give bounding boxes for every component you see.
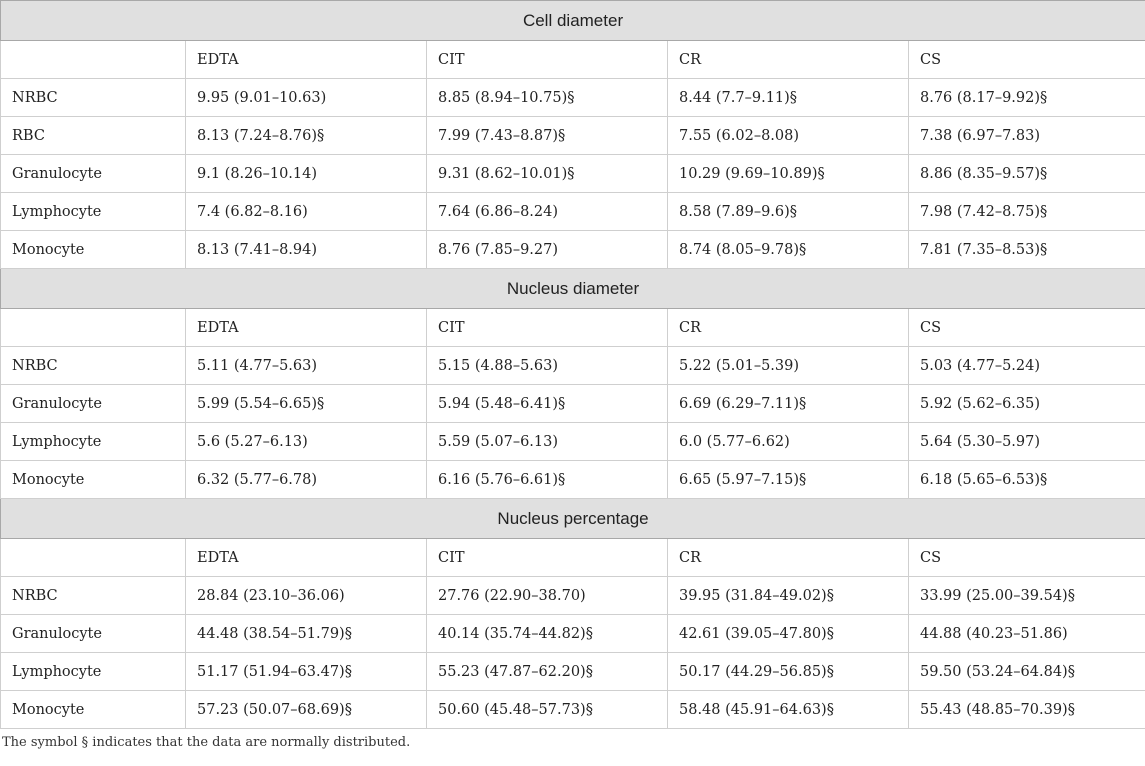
- table-cell: 5.03 (4.77–5.24): [909, 347, 1145, 385]
- column-header: EDTA: [186, 539, 427, 577]
- table-row: [1, 653, 1145, 691]
- row-label: Monocyte: [1, 461, 186, 499]
- table-cell: 6.0 (5.77–6.62): [668, 423, 909, 461]
- table-cell: 7.4 (6.82–8.16): [186, 193, 427, 231]
- table-cell: 42.61 (39.05–47.80)§: [668, 615, 909, 653]
- table-cell: 7.38 (6.97–7.83): [909, 117, 1145, 155]
- section-header: [1, 499, 1145, 539]
- row-label: NRBC: [1, 347, 186, 385]
- table-cell: 8.76 (7.85–9.27): [427, 231, 668, 269]
- table-cell: 5.22 (5.01–5.39): [668, 347, 909, 385]
- column-header: CIT: [427, 539, 668, 577]
- table-cell: 55.43 (48.85–70.39)§: [909, 691, 1145, 729]
- table-cell: 10.29 (9.69–10.89)§: [668, 155, 909, 193]
- section-title: Nucleus diameter: [1, 269, 1145, 309]
- table-cell: 39.95 (31.84–49.02)§: [668, 577, 909, 615]
- row-label: NRBC: [1, 79, 186, 117]
- table-cell: 8.13 (7.41–8.94): [186, 231, 427, 269]
- table-cell: 7.81 (7.35–8.53)§: [909, 231, 1145, 269]
- table-cell: 8.76 (8.17–9.92)§: [909, 79, 1145, 117]
- header-blank-cell: [1, 41, 186, 79]
- table-cell: 44.88 (40.23–51.86): [909, 615, 1145, 653]
- table-row: [1, 691, 1145, 729]
- section-header: [1, 1, 1145, 41]
- column-header: CR: [668, 309, 909, 347]
- table-cell: 28.84 (23.10–36.06): [186, 577, 427, 615]
- table-cell: 6.65 (5.97–7.15)§: [668, 461, 909, 499]
- table-cell: 57.23 (50.07–68.69)§: [186, 691, 427, 729]
- row-label: NRBC: [1, 577, 186, 615]
- table-cell: 8.86 (8.35–9.57)§: [909, 155, 1145, 193]
- column-header: CIT: [427, 309, 668, 347]
- column-header: CR: [668, 539, 909, 577]
- table-cell: 7.99 (7.43–8.87)§: [427, 117, 668, 155]
- table-cell: 7.64 (6.86–8.24): [427, 193, 668, 231]
- footnote: The symbol § indicates that the data are normally distributed.: [2, 735, 411, 750]
- table-cell: 9.31 (8.62–10.01)§: [427, 155, 668, 193]
- table-cell: 7.98 (7.42–8.75)§: [909, 193, 1145, 231]
- table-cell: 6.18 (5.65–6.53)§: [909, 461, 1145, 499]
- section-title: Cell diameter: [1, 1, 1145, 41]
- table-row: [1, 461, 1145, 499]
- table-cell: 58.48 (45.91–64.63)§: [668, 691, 909, 729]
- row-label: RBC: [1, 117, 186, 155]
- table-cell: 33.99 (25.00–39.54)§: [909, 577, 1145, 615]
- table-cell: 50.60 (45.48–57.73)§: [427, 691, 668, 729]
- table-row: [1, 193, 1145, 231]
- column-header-row: [1, 309, 1145, 347]
- table-cell: 59.50 (53.24–64.84)§: [909, 653, 1145, 691]
- table-row: [1, 385, 1145, 423]
- table-cell: 27.76 (22.90–38.70): [427, 577, 668, 615]
- table-cell: 9.1 (8.26–10.14): [186, 155, 427, 193]
- row-label: Monocyte: [1, 231, 186, 269]
- table-cell: 55.23 (47.87–62.20)§: [427, 653, 668, 691]
- table-cell: 5.6 (5.27–6.13): [186, 423, 427, 461]
- column-header: CS: [909, 539, 1145, 577]
- table-row: [1, 79, 1145, 117]
- table-cell: 6.16 (5.76–6.61)§: [427, 461, 668, 499]
- table-row: [1, 615, 1145, 653]
- column-header: CS: [909, 41, 1145, 79]
- table-cell: 6.32 (5.77–6.78): [186, 461, 427, 499]
- table-row: [1, 155, 1145, 193]
- section-header: [1, 269, 1145, 309]
- column-header: EDTA: [186, 41, 427, 79]
- table-cell: 5.15 (4.88–5.63): [427, 347, 668, 385]
- table-cell: 44.48 (38.54–51.79)§: [186, 615, 427, 653]
- table-row: [1, 577, 1145, 615]
- column-header: CS: [909, 309, 1145, 347]
- table-cell: 8.44 (7.7–9.11)§: [668, 79, 909, 117]
- table-row: [1, 423, 1145, 461]
- table-cell: 9.95 (9.01–10.63): [186, 79, 427, 117]
- column-header: EDTA: [186, 309, 427, 347]
- table-cell: 8.13 (7.24–8.76)§: [186, 117, 427, 155]
- column-header: CR: [668, 41, 909, 79]
- row-label: Granulocyte: [1, 615, 186, 653]
- table-cell: 51.17 (51.94–63.47)§: [186, 653, 427, 691]
- row-label: Granulocyte: [1, 385, 186, 423]
- column-header-row: [1, 41, 1145, 79]
- table-row: [1, 231, 1145, 269]
- row-label: Lymphocyte: [1, 423, 186, 461]
- row-label: Granulocyte: [1, 155, 186, 193]
- column-header-row: [1, 539, 1145, 577]
- row-label: Lymphocyte: [1, 193, 186, 231]
- table-cell: 5.59 (5.07–6.13): [427, 423, 668, 461]
- table-cell: 40.14 (35.74–44.82)§: [427, 615, 668, 653]
- table-cell: 5.99 (5.54–6.65)§: [186, 385, 427, 423]
- header-blank-cell: [1, 309, 186, 347]
- table-cell: 8.74 (8.05–9.78)§: [668, 231, 909, 269]
- table-row: [1, 347, 1145, 385]
- header-blank-cell: [1, 539, 186, 577]
- table-cell: 6.69 (6.29–7.11)§: [668, 385, 909, 423]
- table-cell: 8.58 (7.89–9.6)§: [668, 193, 909, 231]
- table-cell: 7.55 (6.02–8.08): [668, 117, 909, 155]
- table-cell: 5.11 (4.77–5.63): [186, 347, 427, 385]
- table-cell: 5.94 (5.48–6.41)§: [427, 385, 668, 423]
- row-label: Lymphocyte: [1, 653, 186, 691]
- table-cell: 50.17 (44.29–56.85)§: [668, 653, 909, 691]
- section-title: Nucleus percentage: [1, 499, 1145, 539]
- row-label: Monocyte: [1, 691, 186, 729]
- table-cell: 5.92 (5.62–6.35): [909, 385, 1145, 423]
- table-cell: 8.85 (8.94–10.75)§: [427, 79, 668, 117]
- table-cell: 5.64 (5.30–5.97): [909, 423, 1145, 461]
- table-row: [1, 117, 1145, 155]
- column-header: CIT: [427, 41, 668, 79]
